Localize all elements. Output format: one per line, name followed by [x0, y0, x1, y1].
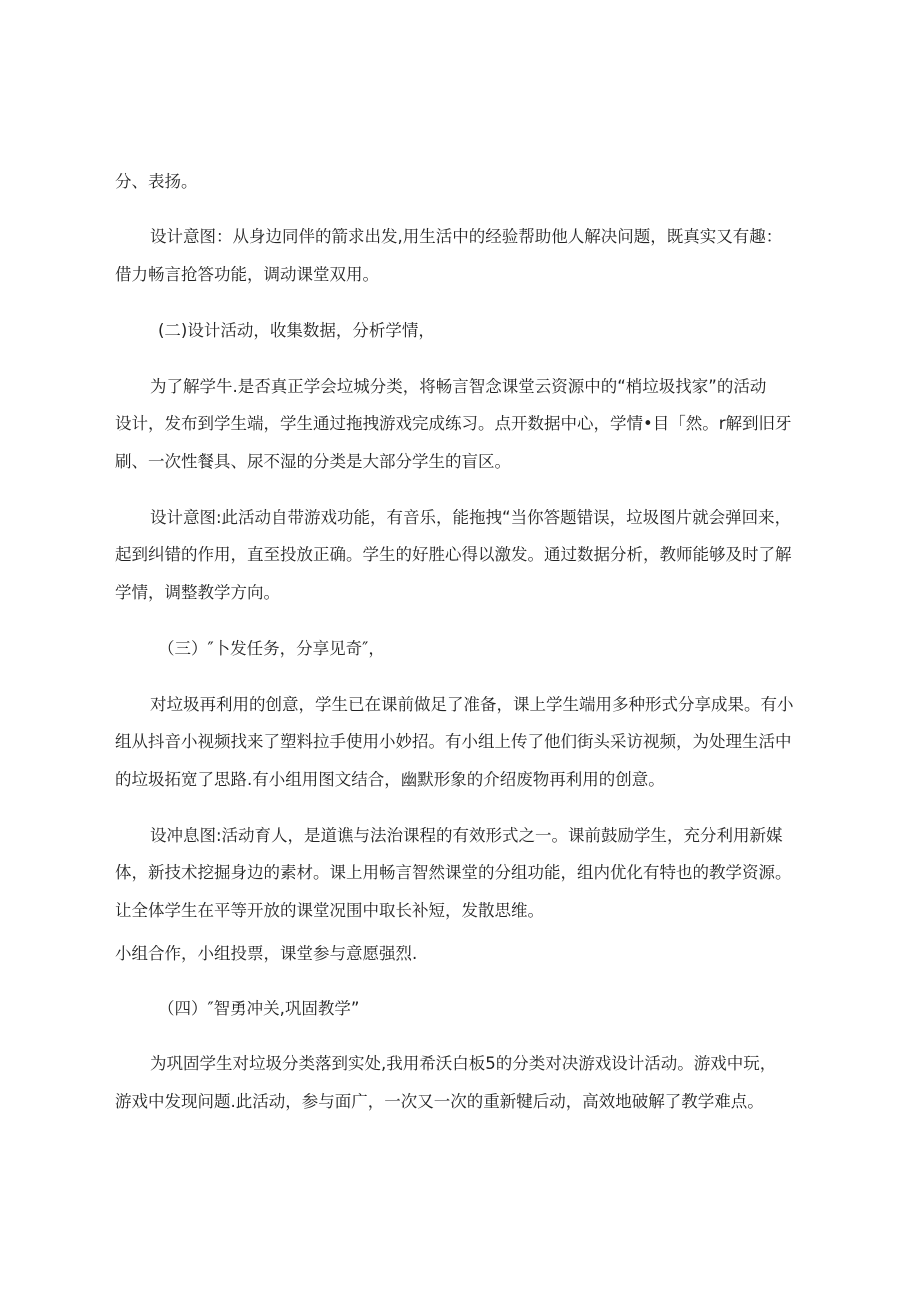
paragraph-line: 游戏中发现问题.此活动，参与面广，一次又一次的重新犍后动，高效地破解了教学难点。 — [115, 1092, 764, 1111]
paragraph-line: 设冲息图:活动育人，是道谯与法治课程的有效形式之一。课前鼓励学生，充分利用新媒 — [150, 826, 783, 845]
paragraph-line: 设计意图:此活动自带游戏功能，有音乐，能拖拽“当你答题错误，垃圾图片就会弹回来， — [150, 508, 792, 527]
paragraph-line: 小组合作，小组投票，课堂参与意愿强烈. — [115, 944, 418, 963]
paragraph-line: 让全体学生在平等开放的课堂况围中取长补短，发散思维。 — [115, 901, 544, 920]
section-heading: （三）″卜发任务，分享见奇″， — [158, 639, 385, 658]
paragraph-line: 为巩固学生对垃圾分类落到实处,我用希沃白板5的分类对决游戏设计活动。游戏中玩， — [150, 1054, 777, 1073]
paragraph-line: 分、表扬。 — [115, 172, 198, 191]
section-heading: (二)设计活动，收集数据，分析学情， — [158, 321, 435, 340]
paragraph-line: 对垃圾再利用的创意，学生已在课前做足了准备，课上学生端用多种形式分享成果。有小 — [150, 695, 794, 714]
paragraph-line: 组从抖音小视频找来了塑料拉手使用小妙招。有小组上传了他们街头采访视频，为处理生活中 — [115, 732, 792, 751]
paragraph-line: 设计意图：从身边同伴的箭求出发,用生活中的经验帮助他人解决问题，既真实又有趣： — [150, 227, 783, 246]
paragraph-line: 学情，调整教学方向。 — [115, 583, 280, 602]
paragraph-line: 设计，发布到学生端，学生通过拖拽游戏完成练习。点开数据中心，学情•目「然。r解到旧牙 — [115, 414, 792, 433]
paragraph-line: 刷、一次性餐具、尿不湿的分类是大部分学生的盲区。 — [115, 452, 511, 471]
section-heading: （四）″智勇冲关,巩固教学” — [158, 999, 360, 1018]
paragraph-line: 起到纠错的作用，直至投放正确。学生的好胜心得以激发。通过数据分析，教师能够及时了解 — [115, 545, 792, 564]
paragraph-line: 借力畅言抢答功能，调动课堂双用。 — [115, 265, 379, 284]
paragraph-line: 为了解学牛.是否真正学会垃城分类，将畅言智念课堂云资源中的“梢垃圾找家”的活动 — [150, 377, 767, 396]
paragraph-line: 的垃圾拓宽了思路.有小组用图文结合，幽默形象的介绍废物再利用的创意。 — [115, 770, 665, 789]
paragraph-line: 体，新技术挖掘身边的素材。课上用畅言智然课堂的分组功能，组内优化有特也的教学资源。 — [115, 863, 792, 882]
